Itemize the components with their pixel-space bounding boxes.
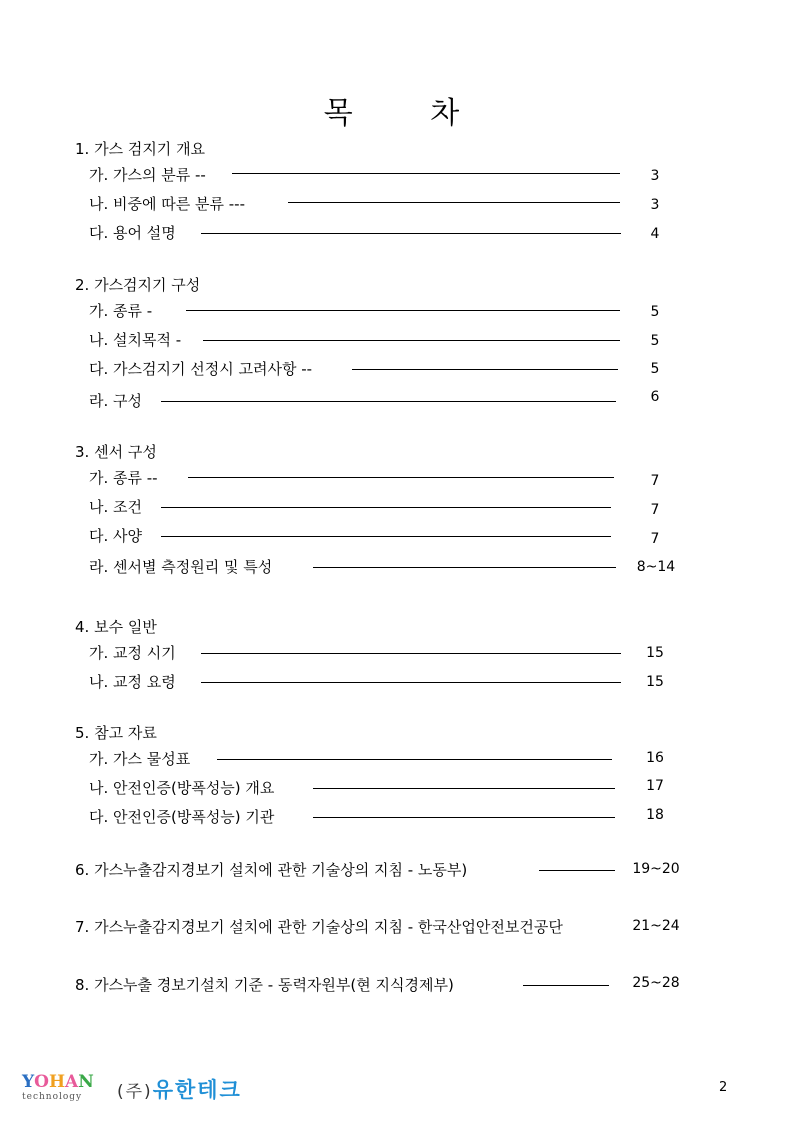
toc-entry-page: 7 [650,473,660,489]
section-heading: 3. 센서 구성 [75,443,157,461]
toc-entry-page: 3 [650,168,660,184]
toc-entry[interactable] [0,525,793,547]
toc-entry-page: 5 [650,361,660,377]
toc-entry-label: 라. 구성 [89,392,143,410]
toc-entry-label: 나. 조건 [89,498,143,516]
toc-entry-page: 15 [646,674,664,690]
toc-entry-page: 8~14 [636,559,676,575]
toc-entry[interactable] [0,164,793,186]
toc-entry[interactable] [0,777,793,799]
leader-line [352,369,618,370]
toc-entry-page: 7 [650,531,660,547]
toc-entry-label: 가. 종류 - [89,302,153,320]
section-heading: 2. 가스검지기 구성 [75,276,201,294]
toc-entry-page: 3 [650,197,660,213]
toc-entry[interactable] [0,358,793,380]
company-name [117,1074,242,1104]
toc-entry-label: 라. 센서별 측정원리 및 특성 [89,558,273,576]
leader-line [523,985,609,986]
leader-line [313,817,615,818]
page-title: 목 차 [323,96,494,131]
leader-line [161,507,611,508]
toc-entry[interactable] [0,300,793,322]
leader-line [313,788,615,789]
leader-line [161,536,611,537]
toc-entry-label: 나. 교정 요령 [89,673,176,691]
toc-entry[interactable] [0,642,793,664]
toc-entry-label: 8. 가스누출 경보기설치 기준 - 동력자원부(현 지식경제부) [75,976,454,994]
leader-line [217,759,612,760]
toc-entry-label: 나. 안전인증(방폭성능) 개요 [89,779,275,797]
toc-entry[interactable] [0,222,793,244]
section-heading: 1. 가스 검지기 개요 [75,140,206,158]
toc-entry-page: 17 [646,778,664,794]
leader-line [203,340,620,341]
toc-entry-page: 18 [646,807,664,823]
toc-entry[interactable] [0,974,793,996]
toc-entry-label: 가. 종류 -- [89,469,158,487]
page-number: 2 [719,1080,728,1095]
toc-entry[interactable] [0,806,793,828]
leader-line [188,477,614,478]
company-logo [22,1072,252,1108]
leader-line [539,870,615,871]
logo-subtitle: technology [22,1092,83,1102]
toc-entry[interactable] [0,859,793,881]
toc-entry-label: 가. 가스의 분류 -- [89,166,206,184]
toc-entry-label: 다. 가스검지기 선정시 고려사항 -- [89,360,313,378]
toc-entry-label: 다. 용어 설명 [89,224,176,242]
toc-entry[interactable] [0,390,793,412]
toc-entry-page: 5 [650,333,660,349]
toc-entry-label: 7. 가스누출감지경보기 설치에 관한 기술상의 지침 - 한국산업안전보건공단 [75,918,563,936]
leader-line [232,173,620,174]
leader-line [313,567,616,568]
company-paren: (주) [117,1082,153,1102]
leader-line [186,310,620,311]
toc-entry-page: 4 [650,226,660,242]
toc-entry-label: 다. 안전인증(방폭성능) 기관 [89,808,275,826]
toc-entry-label: 가. 가스 물성표 [89,750,191,768]
toc-entry-page: 15 [646,645,664,661]
company-name-text: 유한테크 [152,1078,242,1102]
yohan-logo-mark: YOHAN [22,1072,94,1092]
section-heading: 4. 보수 일반 [75,618,157,636]
toc-entry-label: 가. 교정 시기 [89,644,176,662]
toc-entry-page: 25~28 [632,975,680,991]
toc-entry-page: 21~24 [632,918,680,934]
toc-entry-label: 다. 사양 [89,527,143,545]
toc-entry-label: 나. 설치목적 - [89,331,182,349]
leader-line [201,653,621,654]
toc-entry-page: 7 [650,502,660,518]
toc-entry[interactable] [0,671,793,693]
toc-entry[interactable] [0,329,793,351]
toc-entry-label: 나. 비중에 따른 분류 --- [89,195,245,213]
leader-line [161,401,616,402]
leader-line [201,682,621,683]
toc-entry-label: 6. 가스누출감지경보기 설치에 관한 기술상의 지침 - 노동부) [75,861,468,879]
toc-entry[interactable] [0,916,793,938]
toc-entry[interactable] [0,193,793,215]
toc-entry[interactable] [0,748,793,770]
leader-line [288,202,620,203]
toc-entry[interactable] [0,467,793,489]
section-heading: 5. 참고 자료 [75,724,157,742]
toc-entry-page: 5 [650,304,660,320]
toc-entry-page: 6 [650,389,660,405]
toc-entry-page: 19~20 [632,861,680,877]
toc-entry[interactable] [0,556,793,578]
toc-entry[interactable] [0,496,793,518]
toc-entry-page: 16 [646,750,664,766]
leader-line [201,233,621,234]
